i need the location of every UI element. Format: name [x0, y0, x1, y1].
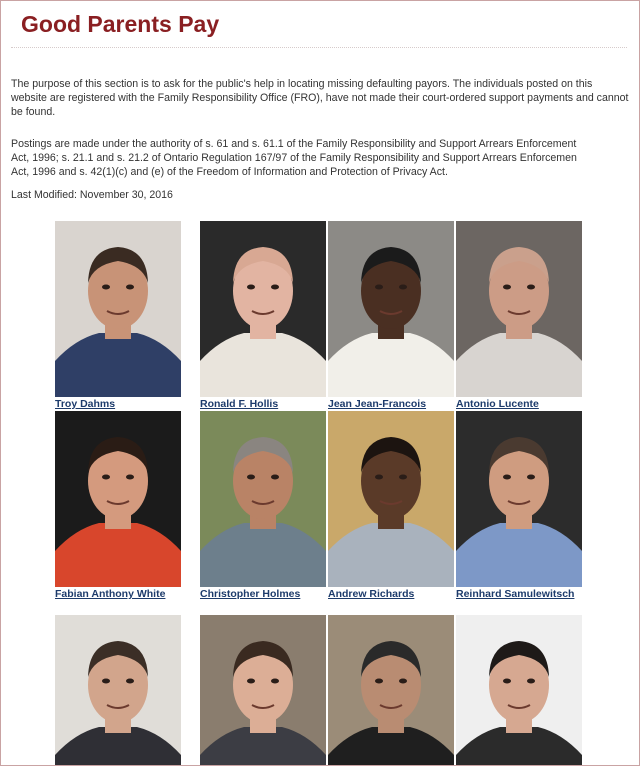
payor-photo[interactable] [200, 221, 326, 397]
payor-photo[interactable] [200, 615, 326, 766]
authority-line: Act, 1996; s. 21.1 and s. 21.2 of Ontario Regulation 167/97 of the Family Responsibility and Support Arrears Enforcemen [11, 152, 577, 164]
payor-photo[interactable] [55, 221, 181, 397]
payor-name-link[interactable]: Ronald F. Hollis [200, 398, 279, 410]
payor-photo[interactable] [456, 615, 582, 766]
payor-name-link[interactable]: Troy Dahms [55, 398, 116, 410]
authority-paragraph [11, 137, 631, 179]
page-title: Good Parents Pay [21, 11, 220, 37]
payor-card [200, 615, 328, 766]
payor-card [55, 221, 183, 411]
payor-photo[interactable] [328, 615, 454, 766]
title-divider [11, 47, 627, 48]
payor-card [55, 411, 183, 601]
payor-card [456, 411, 584, 601]
payor-name-link[interactable]: Andrew Richards [328, 588, 415, 600]
intro-paragraph: The purpose of this section is to ask for the public's help in locating missing defaulting payors. The individuals posted on this website are registered with the Family Responsibility Office (FRO), have not made their court-ordered support payments and cannot be found. [11, 78, 629, 118]
authority-line: Act, 1996 and s. 42(1)(c) and (e) of the Freedom of Information and Protection of Privacy Act. [11, 166, 448, 178]
payor-card [200, 221, 328, 411]
payor-card [328, 615, 456, 766]
payor-photo[interactable] [55, 411, 181, 587]
payor-name-link[interactable]: Reinhard Samulewitsch [456, 588, 575, 600]
payor-name-link[interactable]: Christopher Holmes [200, 588, 301, 600]
payor-name-link[interactable]: Fabian Anthony White [55, 588, 166, 600]
payor-photo[interactable] [456, 411, 582, 587]
payor-card [456, 221, 584, 411]
payor-card [55, 615, 183, 766]
authority-line: Postings are made under the authority of s. 61 and s. 61.1 of the Family Responsibility and Support Arrears Enforcement [11, 138, 577, 150]
payor-photo[interactable] [328, 221, 454, 397]
payor-card [328, 411, 456, 601]
payor-photo[interactable] [55, 615, 181, 766]
payor-name-link[interactable]: Antonio Lucente [456, 398, 539, 410]
last-modified: Last Modified: November 30, 2016 [11, 189, 173, 201]
payor-card [328, 221, 456, 411]
payor-card [200, 411, 328, 601]
payor-name-link[interactable]: Jean Jean-Francois [328, 398, 427, 410]
payor-photo[interactable] [456, 221, 582, 397]
payor-photo[interactable] [328, 411, 454, 587]
payor-photo[interactable] [200, 411, 326, 587]
payor-card [456, 615, 584, 766]
